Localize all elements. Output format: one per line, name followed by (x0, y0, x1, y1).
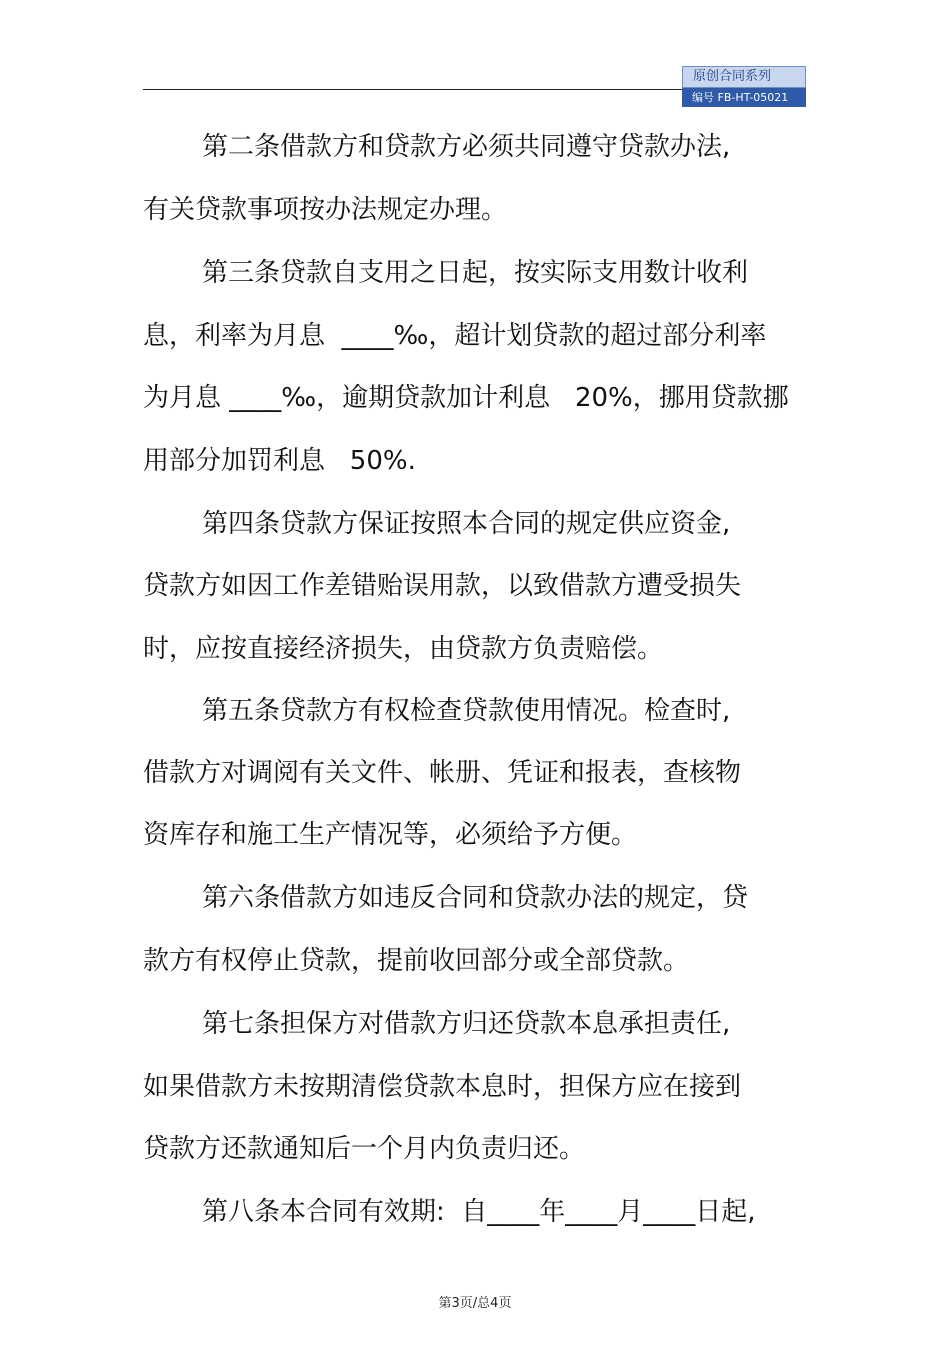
body-line: 时，应按直接经济损失，由贷款方负责赔偿。 (143, 634, 664, 664)
series-label: 原创合同系列 (682, 66, 806, 88)
body-line: 息，利率为月息 ____‰，超计划贷款的超过部分利率 (143, 321, 767, 351)
page-indicator: 第3页/总4页 (438, 1296, 512, 1311)
body-line: 为月息 ____‰，逾期贷款加计利息 20%，挪用贷款挪 (143, 383, 789, 413)
body-line: 第七条担保方对借款方归还贷款本息承担责任, (202, 1009, 731, 1039)
body-line: 资库存和施工生产情况等，必须给予方便。 (143, 820, 638, 850)
body-line: 第五条贷款方有权检查贷款使用情况。检查时, (202, 696, 731, 726)
body-line: 第六条借款方如违反合同和贷款办法的规定，贷 (202, 883, 749, 913)
document-code: 编号 FB-HT-05021 (682, 88, 806, 107)
body-line: 贷款方还款通知后一个月内负责归还。 (143, 1134, 586, 1164)
body-line: 如果借款方未按期清偿贷款本息时，担保方应在接到 (143, 1072, 742, 1102)
body-line: 第四条贷款方保证按照本合同的规定供应资金, (202, 509, 731, 539)
body-line: 第二条借款方和贷款方必须共同遵守贷款办法, (202, 132, 731, 162)
header-rule (143, 89, 682, 90)
series-badge (682, 66, 806, 107)
body-line: 有关贷款事项按办法规定办理。 (143, 195, 508, 225)
body-line: 第八条本合同有效期: 自____年____月____日起, (202, 1197, 756, 1227)
body-line: 款方有权停止贷款，提前收回部分或全部贷款。 (143, 946, 690, 976)
body-line: 第三条贷款自支用之日起，按实际支用数计收利 (202, 258, 749, 288)
body-line: 贷款方如因工作差错贻误用款，以致借款方遭受损失 (143, 571, 742, 601)
body-line: 借款方对调阅有关文件、帐册、凭证和报表，查核物 (143, 758, 742, 788)
body-line: 用部分加罚利息 50%. (143, 446, 416, 476)
